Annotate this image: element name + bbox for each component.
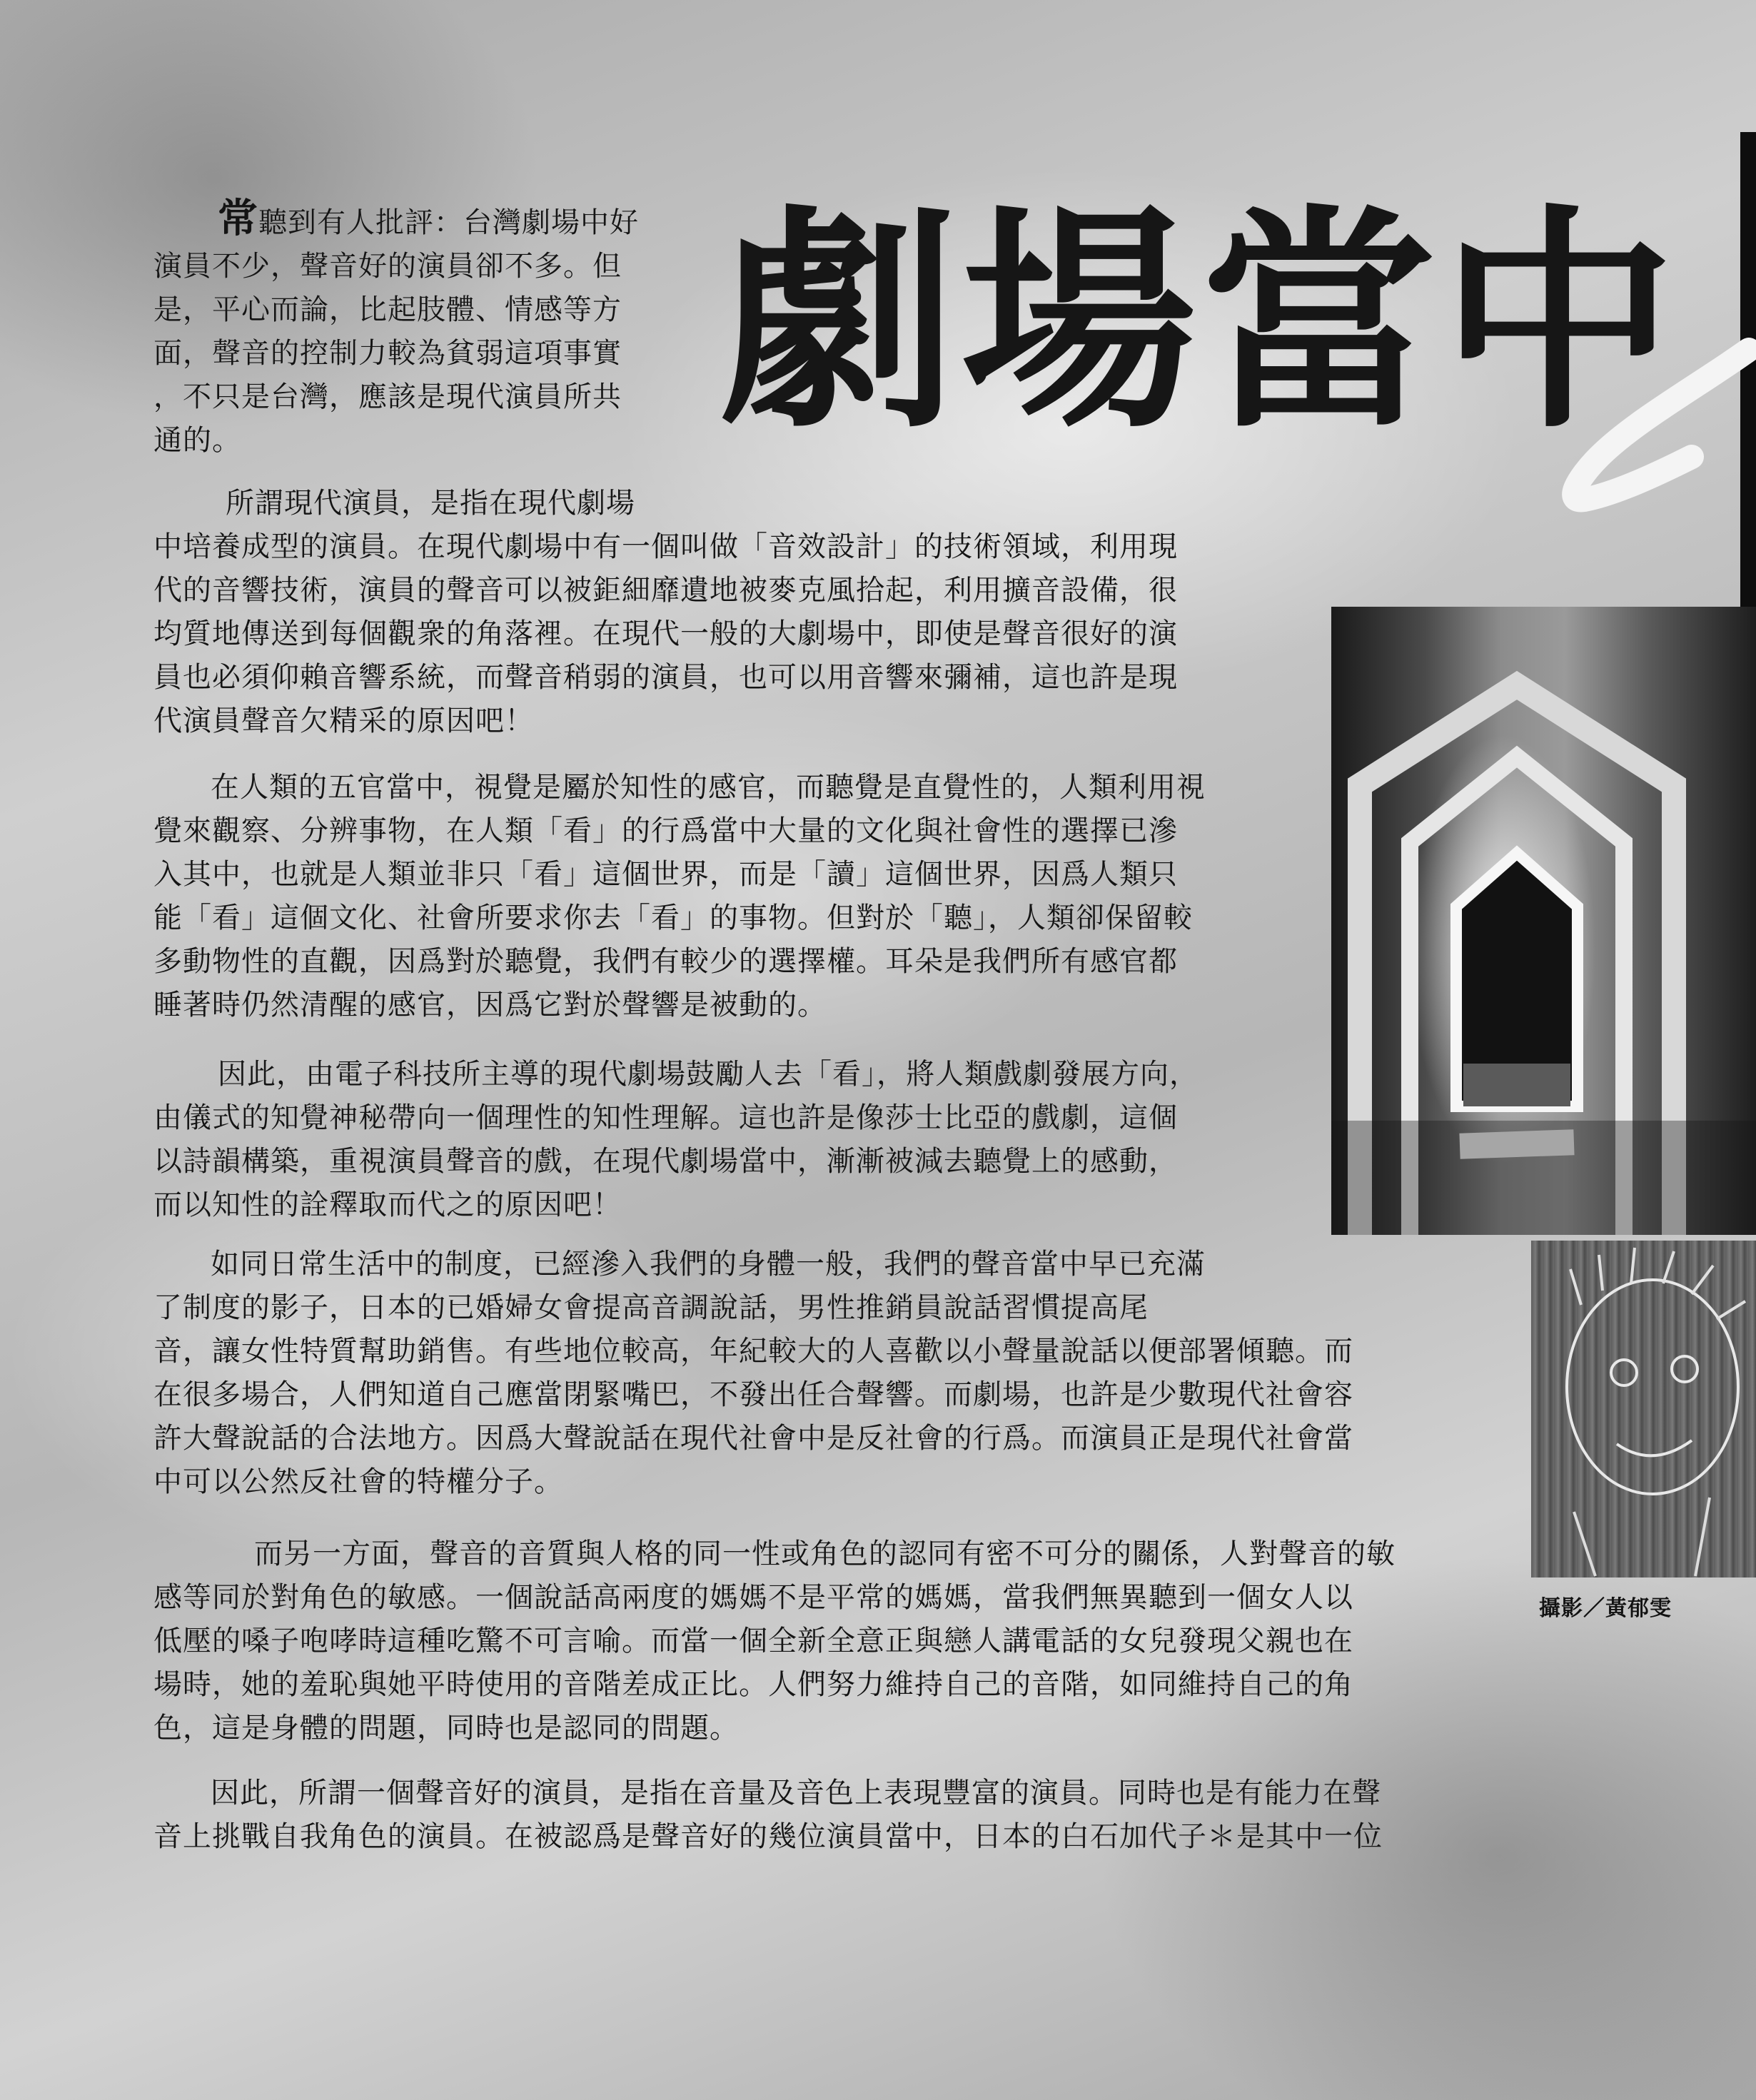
paragraph-7: [153, 1772, 1510, 1859]
text-line: 在很多場合，人們知道自己應當閉緊嘴巴，不發出任合聲響。而劇場，也許是少數現代社會容: [153, 1378, 1353, 1411]
text-line: 音上挑戰自我角色的演員。在被認爲是聲音好的幾位演員當中，日本的白石加代子＊是其中一位: [153, 1820, 1383, 1853]
text-line: 音，讓女性特質幫助銷售。有些地位較高，年紀較大的人喜歡以小聲量說話以便部署傾聽。而: [153, 1335, 1353, 1368]
text-line: 是，平心而論，比起肢體、情感等方: [153, 293, 622, 326]
paragraph-1: [153, 197, 682, 463]
text-line: 通的。: [153, 424, 241, 457]
text-line: 中可以公然反社會的特權分子。: [153, 1465, 563, 1498]
text-line: 能「看」這個文化、社會所要求你去「看」的事物。但對於「聽」，人類卻保留較: [153, 902, 1193, 934]
text-line: 睡著時仍然清醒的感官，因爲它對於聲響是被動的。: [153, 989, 827, 1021]
drop-cap: 常: [218, 195, 258, 242]
text-line: 覺來觀察、分辨事物，在人類「看」的行爲當中大量的文化與社會性的選擇已滲: [153, 814, 1178, 847]
photo-chalk-drawing: [1531, 1241, 1756, 1577]
text-line: 以詩韻構築，重視演員聲音的戲，在現代劇場當中，漸漸被減去聽覺上的感動，: [153, 1145, 1178, 1178]
paragraph-2: [153, 482, 1296, 743]
text-line: 場時，她的羞恥與她平時使用的音階差成正比。人們努力維持自己的音階，如同維持自己的角: [153, 1668, 1353, 1701]
text-line: 因此，所謂一個聲音好的演員，是指在音量及音色上表現豐富的演員。同時也是有能力在聲: [211, 1777, 1381, 1809]
decorative-curve: [1556, 335, 1756, 521]
text-line: 而以知性的詮釋取而代之的原因吧！: [153, 1188, 622, 1221]
paragraph-6: [153, 1533, 1510, 1750]
text-line: 均質地傳送到每個觀衆的角落裡。在現代一般的大劇場中，即使是聲音很好的演: [153, 617, 1178, 650]
text-line: 入其中，也就是人類並非只「看」這個世界，而是「讀」這個世界，因爲人類只: [153, 858, 1178, 891]
text-line: 代演員聲音欠精采的原因吧！: [153, 705, 534, 737]
text-line: 而另一方面，聲音的音質與人格的同一性或角色的認同有密不可分的關係，人對聲音的敏: [225, 1538, 1396, 1570]
text-line: 了制度的影子，日本的已婚婦女會提高音調說話，男性推銷員說話習慣提高尾: [153, 1291, 1149, 1324]
text-line: 面，聲音的控制力較為貧弱這項事實: [153, 337, 622, 370]
text-line: 許大聲說話的合法地方。因爲大聲說話在現代社會中是反社會的行爲。而演員正是現代社會當: [153, 1422, 1353, 1455]
photo-corridor: [1331, 607, 1756, 1235]
paragraph-3: [153, 766, 1296, 1027]
text-line: 低壓的嗓子咆哮時這種吃驚不可言喻。而當一個全新全意正與戀人講電話的女兒發現父親也在: [153, 1625, 1353, 1657]
text-line: 常聽到有人批評：台灣劇場中好: [218, 195, 639, 242]
photo-credit: 攝影／黃郁雯: [1539, 1596, 1672, 1621]
text-line: 如同日常生活中的制度，已經滲入我們的身體一般，我們的聲音當中早已充滿: [211, 1248, 1206, 1281]
text-line: 員也必須仰賴音響系統，而聲音稍弱的演員，也可以用音響來彌補，這也許是現: [153, 661, 1178, 694]
text-line: 演員不少，聲音好的演員卻不多。但: [153, 250, 622, 283]
text-line: 感等同於對角色的敏感。一個說話高兩度的媽媽不是平常的媽媽，當我們無異聽到一個女人以: [153, 1581, 1353, 1614]
text-line: 中培養成型的演員。在現代劇場中有一個叫做「音效設計」的技術領域，利用現: [153, 530, 1178, 563]
text-line: 因此，由電子科技所主導的現代劇場鼓勵人去「看」，將人類戲劇發展方向，: [218, 1058, 1199, 1091]
paragraph-4: [153, 1053, 1296, 1227]
text-line: 在人類的五官當中，視覺是屬於知性的感官，而聽覺是直覺性的，人類利用視: [211, 771, 1206, 804]
paragraph-5: [153, 1243, 1510, 1504]
text-line: ，不只是台灣，應該是現代演員所共: [153, 380, 622, 413]
text-line: 色，這是身體的問題，同時也是認同的問題。: [153, 1712, 739, 1745]
page-title: 劇場當中: [721, 183, 1680, 460]
text-line: 由儀式的知覺神秘帶向一個理性的知性理解。這也許是像莎士比亞的戲劇，這個: [153, 1101, 1178, 1134]
text-line: 多動物性的直觀，因爲對於聽覺，我們有較少的選擇權。耳朵是我們所有感官都: [153, 945, 1178, 978]
text-line: 代的音響技術，演員的聲音可以被鉅細靡遺地被麥克風拾起，利用擴音設備，很: [153, 574, 1178, 607]
text-line: 所謂現代演員，是指在現代劇場: [196, 487, 635, 520]
